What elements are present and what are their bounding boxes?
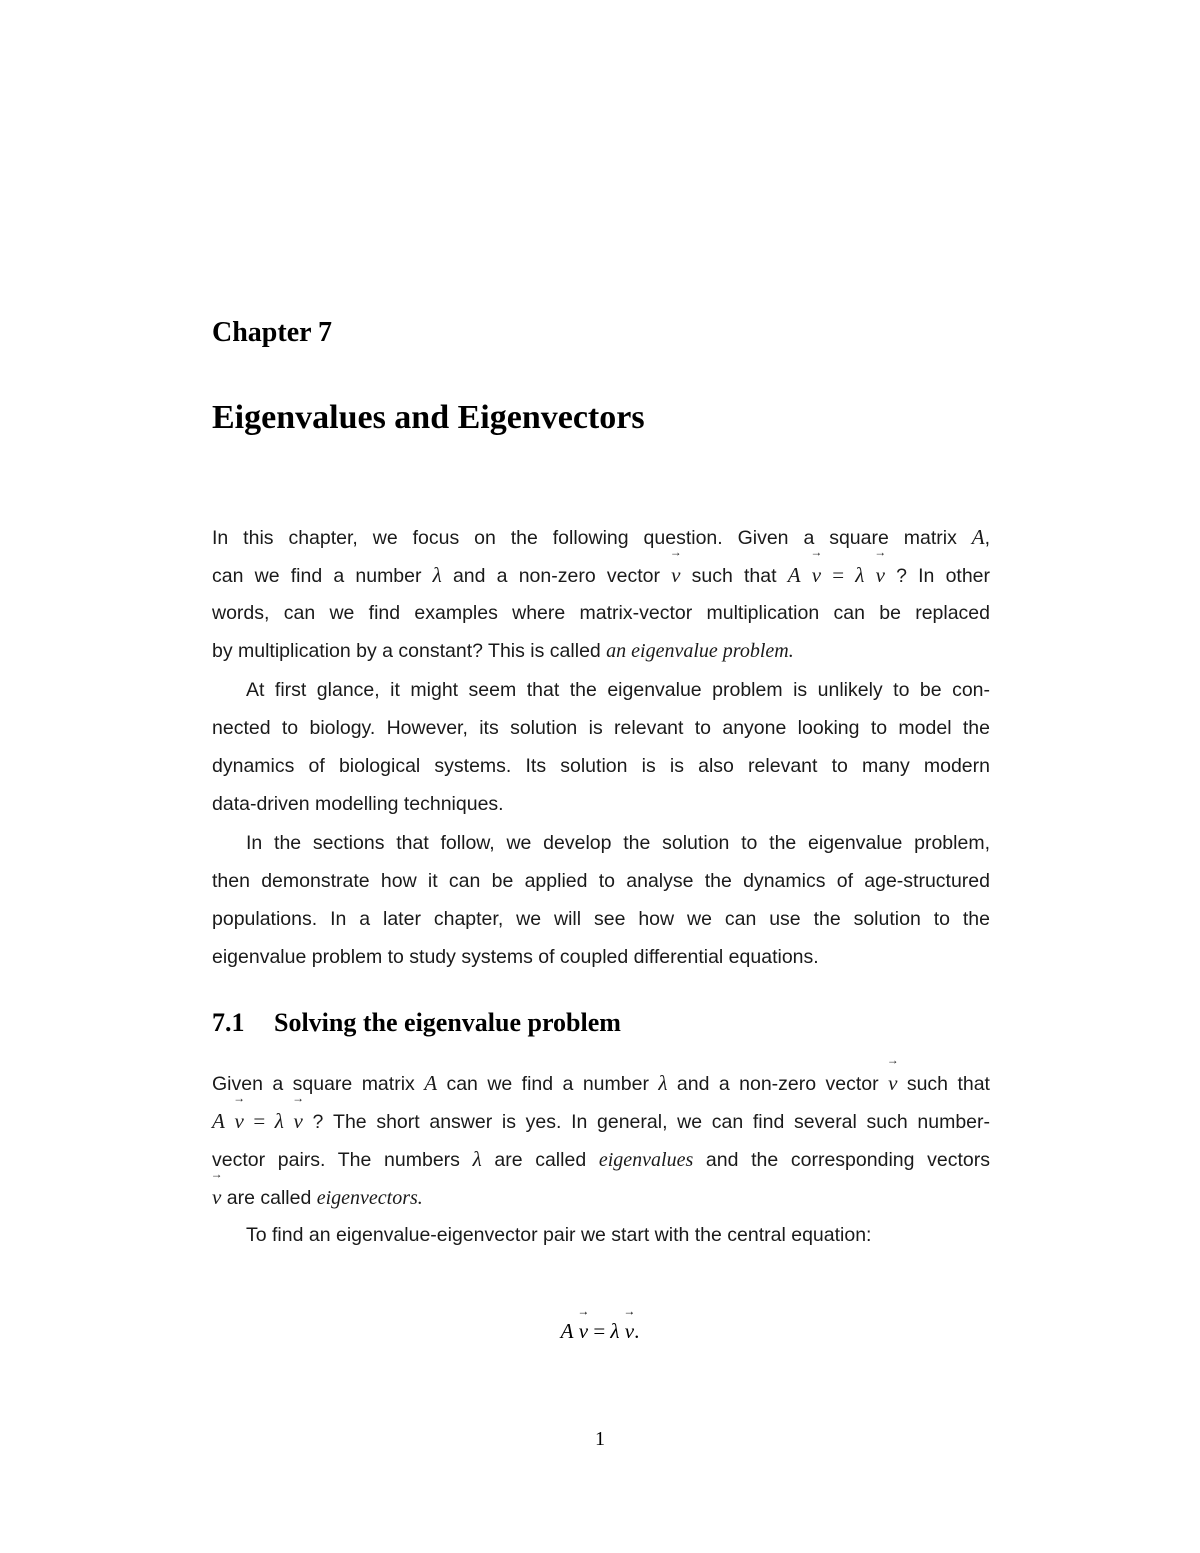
math-symbol: λ (610, 1319, 620, 1343)
math-symbol: λ (472, 1147, 482, 1171)
text-line: At first glance, it might seem that the eigenvalue problem is unlikely to be con- (246, 679, 990, 701)
vector-symbol: v → (671, 556, 680, 594)
vector-symbol: v → (294, 1102, 303, 1140)
math-symbol: = (243, 1109, 275, 1133)
vector-symbol: v → (876, 556, 885, 594)
math-symbol: A (424, 1071, 438, 1095)
vector-symbol: v → (888, 1064, 897, 1102)
text-run: , (984, 527, 990, 549)
math-symbol: λ (855, 563, 865, 587)
text-run: Given a square matrix (212, 1073, 425, 1095)
math-symbol: . (634, 1319, 640, 1343)
vector-symbol: v → (812, 556, 821, 594)
text-line: To find an eigenvalue-eigenvector pair we start with the central equation: (246, 1224, 872, 1246)
math-symbol: λ (658, 1071, 668, 1095)
math-symbol: = (588, 1319, 611, 1343)
text-line: In the sections that follow, we develop the solution to the eigenvalue problem, (246, 832, 990, 854)
text-run: can we find a number (212, 565, 433, 587)
display-equation (0, 1315, 1200, 1347)
math-symbol: = (832, 563, 845, 587)
intro-paragraph-1 (212, 518, 990, 670)
text-line: populations. In a later chapter, we will see how we can use the solution to the (212, 908, 990, 930)
text-line (212, 1064, 990, 1102)
intro-paragraph-3 (212, 824, 990, 976)
text-run: vector pairs. The numbers (212, 1149, 473, 1171)
text-line (212, 556, 990, 594)
text-run: ? The short answer is yes. In general, we can find several such number- (302, 1111, 991, 1133)
text-line: then demonstrate how it can be applied to analyse the dynamics of age-structured (212, 870, 990, 892)
text-run: and a non-zero vector (441, 565, 672, 587)
section-number: 7.1 (212, 1008, 245, 1037)
vector-symbol: v → (625, 1315, 634, 1347)
text-run: and a non-zero vector (667, 1073, 889, 1095)
text-line (212, 1140, 990, 1178)
math-symbol: λ (274, 1109, 284, 1133)
text-line: data-driven modelling techniques. (212, 793, 504, 815)
text-line (212, 1102, 990, 1140)
chapter-title: Eigenvalues and Eigenvectors (212, 399, 645, 436)
page-number: 1 (595, 1428, 605, 1450)
text-run: are called (481, 1149, 599, 1171)
chapter-label: Chapter 7 (212, 317, 333, 348)
section-heading (212, 1006, 621, 1040)
emphasis-text: an eigenvalue problem. (606, 640, 794, 662)
section-paragraph-2 (212, 1216, 990, 1254)
text-run: are called (221, 1187, 317, 1209)
emphasis-text: eigenvectors. (316, 1187, 423, 1209)
text-line (212, 1178, 990, 1216)
text-line (212, 632, 990, 670)
text-run: ? In other (884, 565, 991, 587)
math-symbol: A (560, 1319, 574, 1343)
text-run: such that (680, 565, 788, 587)
vector-symbol: v → (579, 1315, 588, 1347)
section-title: Solving the eigenvalue problem (274, 1008, 621, 1037)
vector-symbol: v → (212, 1178, 221, 1216)
text-run: such that (897, 1073, 990, 1095)
text-run: In this chapter, we focus on the following question. Given a square matrix (212, 527, 972, 549)
math-symbol: A (787, 563, 801, 587)
emphasis-text: eigenvalues (598, 1149, 694, 1171)
math-symbol: A (212, 1109, 225, 1133)
text-line: eigenvalue problem to study systems of coupled differential equations. (212, 946, 819, 968)
intro-paragraph-2 (212, 671, 990, 823)
text-run: can we find a number (437, 1073, 659, 1095)
text-run: by multiplication by a constant? This is called (212, 640, 607, 662)
vector-symbol: v → (235, 1102, 244, 1140)
text-line: nected to biology. However, its solution is relevant to anyone looking to model the (212, 717, 990, 739)
math-symbol: A (971, 525, 985, 549)
text-line: dynamics of biological systems. Its solution is is also relevant to many modern (212, 755, 990, 777)
text-run: and the corresponding vectors (693, 1149, 990, 1171)
text-line: words, can we find examples where matrix-vector multiplication can be replaced (212, 602, 990, 624)
section-paragraph-1 (212, 1064, 990, 1216)
math-symbol: λ (432, 563, 442, 587)
